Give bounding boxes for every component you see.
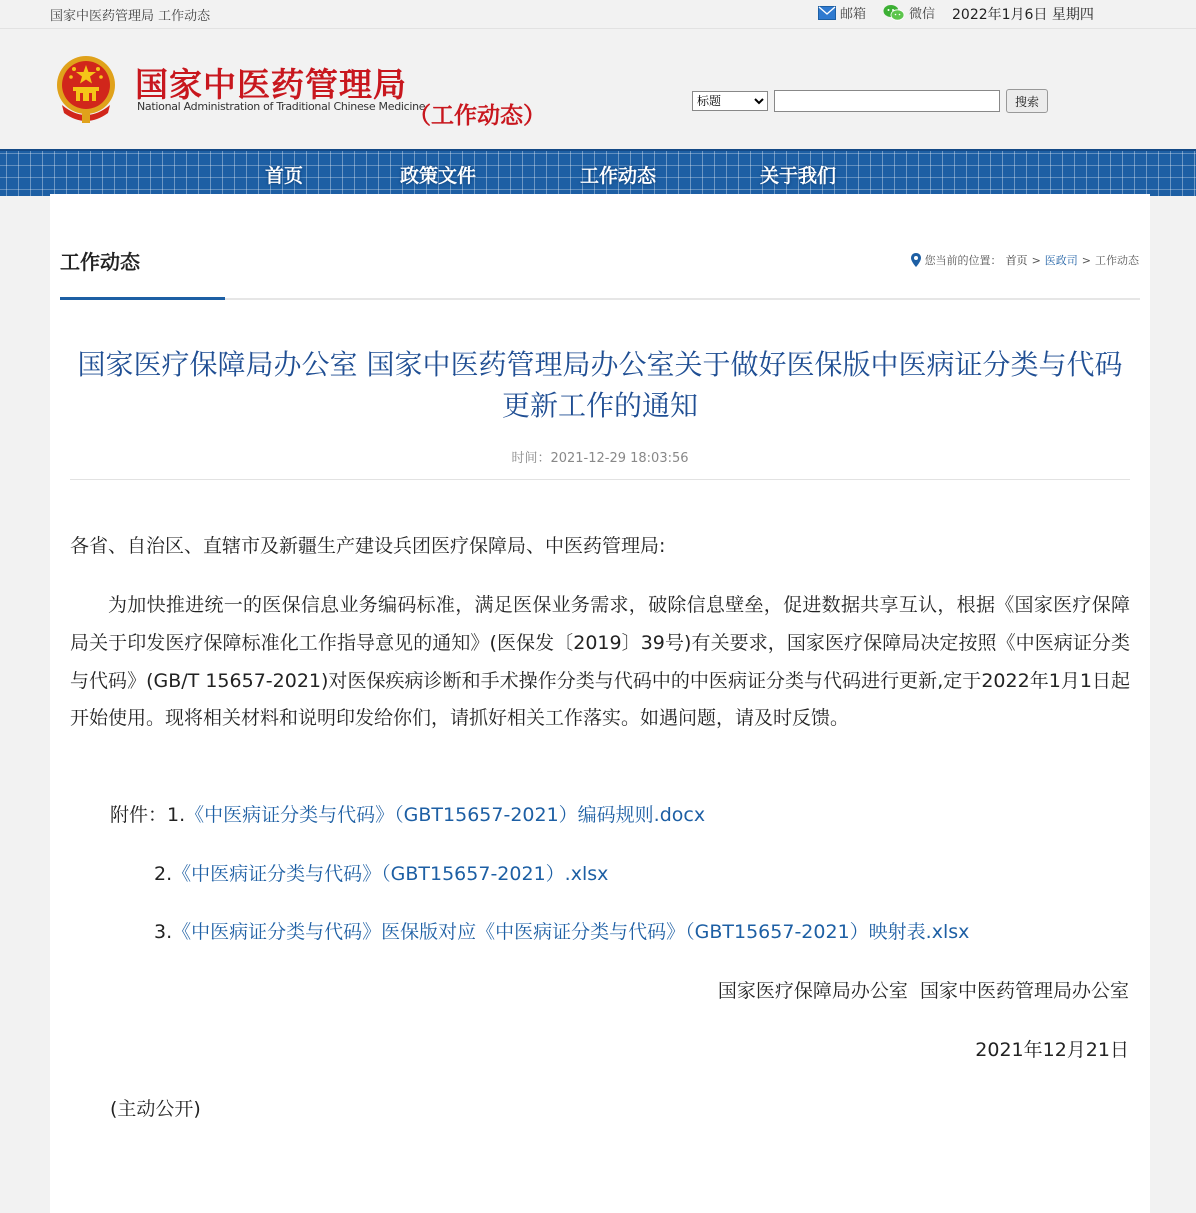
breadcrumb-separator: > <box>1031 253 1041 267</box>
attachment-number: 2. <box>154 863 173 885</box>
wechat-icon <box>883 4 905 22</box>
mail-link[interactable] <box>818 3 866 22</box>
attachment-link[interactable]: 《中医病证分类与代码》（GBT15657-2021）编码规则.docx <box>185 804 706 826</box>
national-emblem-icon[interactable] <box>54 55 118 125</box>
section-tab-title: 工作动态 <box>60 250 140 274</box>
wechat-label: 微信 <box>909 7 936 22</box>
section-subtitle: （工作动态） <box>408 103 546 129</box>
search-field-select[interactable] <box>692 91 768 111</box>
nav-item-home[interactable]: 首页 <box>265 165 304 187</box>
breadcrumb-dept[interactable]: 医政司 <box>1044 254 1078 267</box>
attachment-label: 附件： <box>110 804 168 826</box>
brand-name-en: National Administration of Traditional Chinese Medicine <box>137 100 426 113</box>
article-time: 时间：2021-12-29 18:03:56 <box>511 451 689 466</box>
article-paragraph: 为加快推进统一的医保信息业务编码标准，满足医保业务需求，破除信息壁垒，促进数据共享互认，根据《国家医疗保障局关于印发医疗保障标准化工作指导意见的通知》(医保发〔2019〕39号)有关要求，国家医疗保障局决定按照《中医病证分类与代码》(GB/T 15657-2021)对医保疾病诊断和手术操作分类与代码中的中医病证分类与代码进行更新,定于2022年1月1日起开始使用。现将相关材料和说明印发给你们，请抓好相关工作落实。如遇问题，请及时反馈。 <box>70 594 1130 730</box>
breadcrumb-prefix: 您当前的位置： <box>924 254 1002 267</box>
brand-name-cn: 国家中医药管理局 <box>135 65 407 104</box>
search-button[interactable]: 搜索 <box>1006 89 1048 113</box>
attachment-number: 1. <box>167 804 186 826</box>
attachment-link[interactable]: 《中医病证分类与代码》医保版对应《中医病证分类与代码》（GBT15657-2021）映射表.xlsx <box>172 921 970 943</box>
wechat-link[interactable] <box>883 3 935 22</box>
nav-item-policy[interactable]: 政策文件 <box>400 165 477 187</box>
article-title: 国家医疗保障局办公室 国家中医药管理局办公室关于做好医保版中医病证分类与代码更新工作的通知 <box>77 348 1123 422</box>
envelope-icon <box>818 6 836 20</box>
nav-item-about[interactable]: 关于我们 <box>760 165 837 187</box>
main-nav <box>0 149 1196 196</box>
search-bar <box>692 89 1048 113</box>
attachment-item <box>154 859 608 886</box>
section-tab-underline <box>60 297 225 300</box>
article-divider <box>70 479 1130 480</box>
attachment-item <box>154 917 969 944</box>
current-date: 2022年1月6日 星期四 <box>952 7 1094 23</box>
location-pin-icon <box>911 253 921 267</box>
top-bar <box>0 0 1196 29</box>
breadcrumb <box>911 252 1139 268</box>
disclosure-note: (主动公开) <box>110 1098 201 1120</box>
article-sign-date: 2021年12月21日 <box>975 1039 1129 1061</box>
attachment-number: 3. <box>154 921 173 943</box>
nav-item-work-news[interactable]: 工作动态 <box>580 165 657 187</box>
breadcrumb-home[interactable]: 首页 <box>1005 254 1028 267</box>
article-signature: 国家医疗保障局办公室 国家中医药管理局办公室 <box>717 980 1129 1002</box>
search-input[interactable] <box>774 90 1000 112</box>
attachment-item <box>110 800 705 827</box>
attachment-link[interactable]: 《中医病证分类与代码》（GBT15657-2021）.xlsx <box>172 863 609 885</box>
breadcrumb-separator: > <box>1081 253 1091 267</box>
mail-label: 邮箱 <box>840 7 867 22</box>
site-header <box>0 29 1196 149</box>
breadcrumb-current: 工作动态 <box>1095 254 1139 267</box>
site-label: 国家中医药管理局 工作动态 <box>50 9 211 24</box>
article-salutation: 各省、自治区、直辖市及新疆生产建设兵团医疗保障局、中医药管理局: <box>70 535 666 557</box>
